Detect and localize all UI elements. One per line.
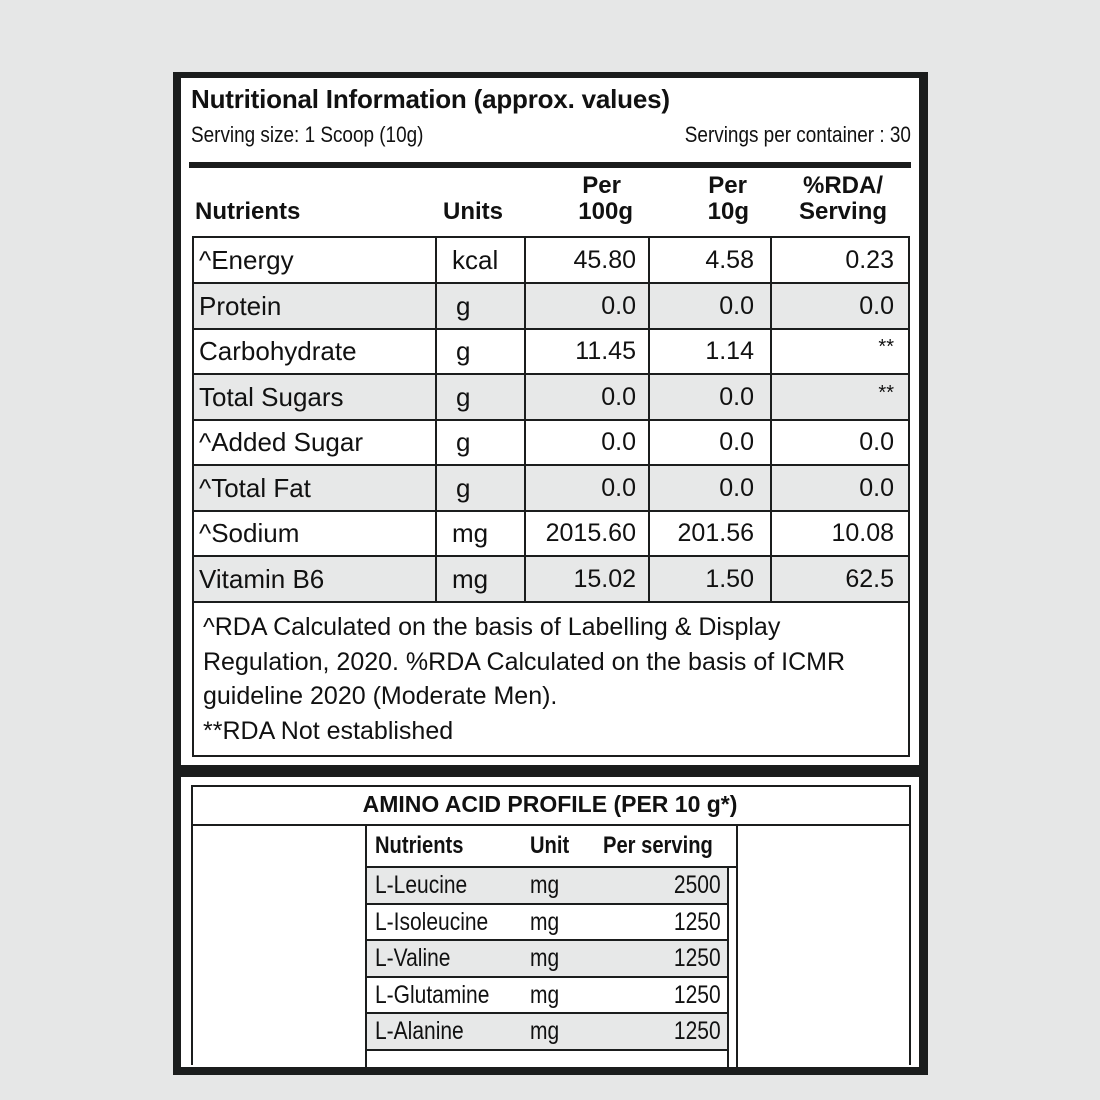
per-100g-value: 15.02 — [573, 564, 636, 593]
nutrient-unit: g — [456, 336, 471, 366]
nutrient-name: ^Added Sugar — [199, 427, 363, 457]
rda-value: ** — [878, 336, 894, 358]
col-header-rda-line2: Serving — [798, 198, 888, 225]
amino-unit: mg — [530, 1017, 560, 1046]
table-row — [367, 978, 729, 1015]
amino-unit: mg — [530, 907, 560, 936]
per-10g-value: 1.50 — [705, 564, 754, 593]
amino-value: 1250 — [674, 980, 721, 1009]
amino-value: 2500 — [674, 871, 721, 899]
col-header-per10-line1: Per — [708, 172, 747, 199]
nutrient-unit: mg — [452, 518, 489, 548]
per-10g-value: 0.0 — [719, 291, 754, 320]
amino-value: 1250 — [674, 1017, 721, 1046]
amino-title: AMINO ACID PROFILE (PER 10 g*) — [362, 791, 738, 817]
nutrient-name: Total Sugars — [199, 381, 344, 412]
amino-table — [365, 826, 738, 1067]
per-10g-value: 0.0 — [719, 473, 754, 502]
header-rule — [189, 162, 911, 168]
table-row — [367, 1014, 729, 1051]
per-100g-value: 0.0 — [601, 428, 636, 456]
col-header-nutrients: Nutrients — [195, 198, 301, 225]
table-row — [194, 284, 908, 330]
amino-name: L-Isoleucine — [375, 907, 489, 936]
nutrient-name: ^Sodium — [199, 518, 300, 548]
per-100g-value: 2015.60 — [545, 519, 636, 547]
rda-value: 0.0 — [859, 473, 894, 502]
nutrient-unit: kcal — [452, 245, 499, 275]
table-row — [367, 905, 729, 942]
nutrient-unit: g — [456, 427, 471, 457]
per-10g-value: 1.14 — [705, 337, 754, 365]
rda-value: 0.23 — [845, 246, 894, 274]
footnote-line: **RDA Not established — [203, 716, 454, 745]
amino-unit: mg — [530, 944, 560, 973]
col-header-per10-line2: 10g — [707, 198, 749, 225]
nutrient-unit: g — [456, 290, 471, 321]
per-100g-value: 0.0 — [601, 382, 636, 411]
per-100g-value: 11.45 — [575, 337, 636, 365]
rda-value: ** — [878, 381, 894, 404]
amino-name: L-Leucine — [375, 871, 468, 899]
column-divider — [435, 238, 437, 602]
rda-footnote — [203, 610, 903, 748]
column-divider — [770, 238, 772, 602]
amino-name: L-Glutamine — [375, 980, 490, 1009]
col-header-per100-line1: Per — [582, 172, 621, 199]
amino-value: 1250 — [674, 907, 721, 936]
nutrient-name: ^Total Fat — [199, 472, 311, 503]
footnote-line: Regulation, 2020. %RDA Calculated on the basis of ICMR — [203, 647, 846, 676]
nutrition-title: Nutritional Information (approx. values) — [191, 84, 670, 114]
per-10g-value: 0.0 — [719, 428, 754, 456]
per-10g-value: 4.58 — [705, 246, 754, 274]
amino-col-header-per-serving: Per serving — [603, 832, 713, 859]
table-row — [194, 375, 908, 421]
per-10g-value: 201.56 — [677, 519, 754, 547]
table-row — [367, 941, 729, 978]
nutrient-unit: g — [456, 381, 471, 412]
nutrient-name: ^Energy — [199, 245, 294, 275]
nutrient-name: Carbohydrate — [199, 336, 357, 366]
amino-unit: mg — [530, 980, 560, 1009]
amino-unit: mg — [530, 871, 560, 899]
serving-size: Serving size: 1 Scoop (10g) — [191, 122, 424, 147]
table-row — [194, 511, 908, 557]
per-100g-value: 0.0 — [601, 291, 636, 320]
rda-value: 0.0 — [859, 291, 894, 320]
col-header-per100-line2: 100g — [578, 198, 633, 225]
amino-col-header-nutrients: Nutrients — [375, 832, 464, 859]
per-100g-value: 45.80 — [573, 246, 636, 274]
rda-value: 0.0 — [859, 428, 894, 456]
per-10g-value: 0.0 — [719, 382, 754, 411]
amino-col-header-unit: Unit — [530, 832, 570, 859]
table-row — [194, 238, 908, 284]
rda-value: 62.5 — [845, 564, 894, 593]
footnote-line: ^RDA Calculated on the basis of Labelling & Display — [203, 613, 781, 641]
per-100g-value: 0.0 — [601, 473, 636, 502]
nutrient-unit: g — [456, 472, 471, 503]
column-divider — [648, 238, 650, 602]
amino-name: L-Valine — [375, 944, 451, 973]
nutrient-name: Vitamin B6 — [199, 563, 325, 594]
table-row — [194, 466, 908, 512]
nutrient-unit: mg — [452, 563, 489, 594]
amino-right-divider — [727, 866, 729, 1067]
column-divider — [524, 238, 526, 602]
servings-per-container: Servings per container : 30 — [684, 122, 911, 147]
amino-panel — [181, 777, 919, 1067]
table-row — [367, 868, 729, 905]
table-row — [194, 557, 908, 603]
amino-value: 1250 — [674, 944, 721, 973]
nutrition-table — [192, 236, 910, 757]
amino-name: L-Alanine — [375, 1017, 464, 1046]
col-header-rda-line1: %RDA/ — [802, 172, 883, 199]
footnote-line: guideline 2020 (Moderate Men). — [203, 682, 558, 710]
nutrition-panel — [181, 78, 919, 765]
nutrient-name: Protein — [199, 290, 282, 321]
table-row — [194, 420, 908, 466]
rda-value: 10.08 — [831, 519, 894, 547]
col-header-units: Units — [443, 198, 503, 225]
table-row — [194, 329, 908, 375]
